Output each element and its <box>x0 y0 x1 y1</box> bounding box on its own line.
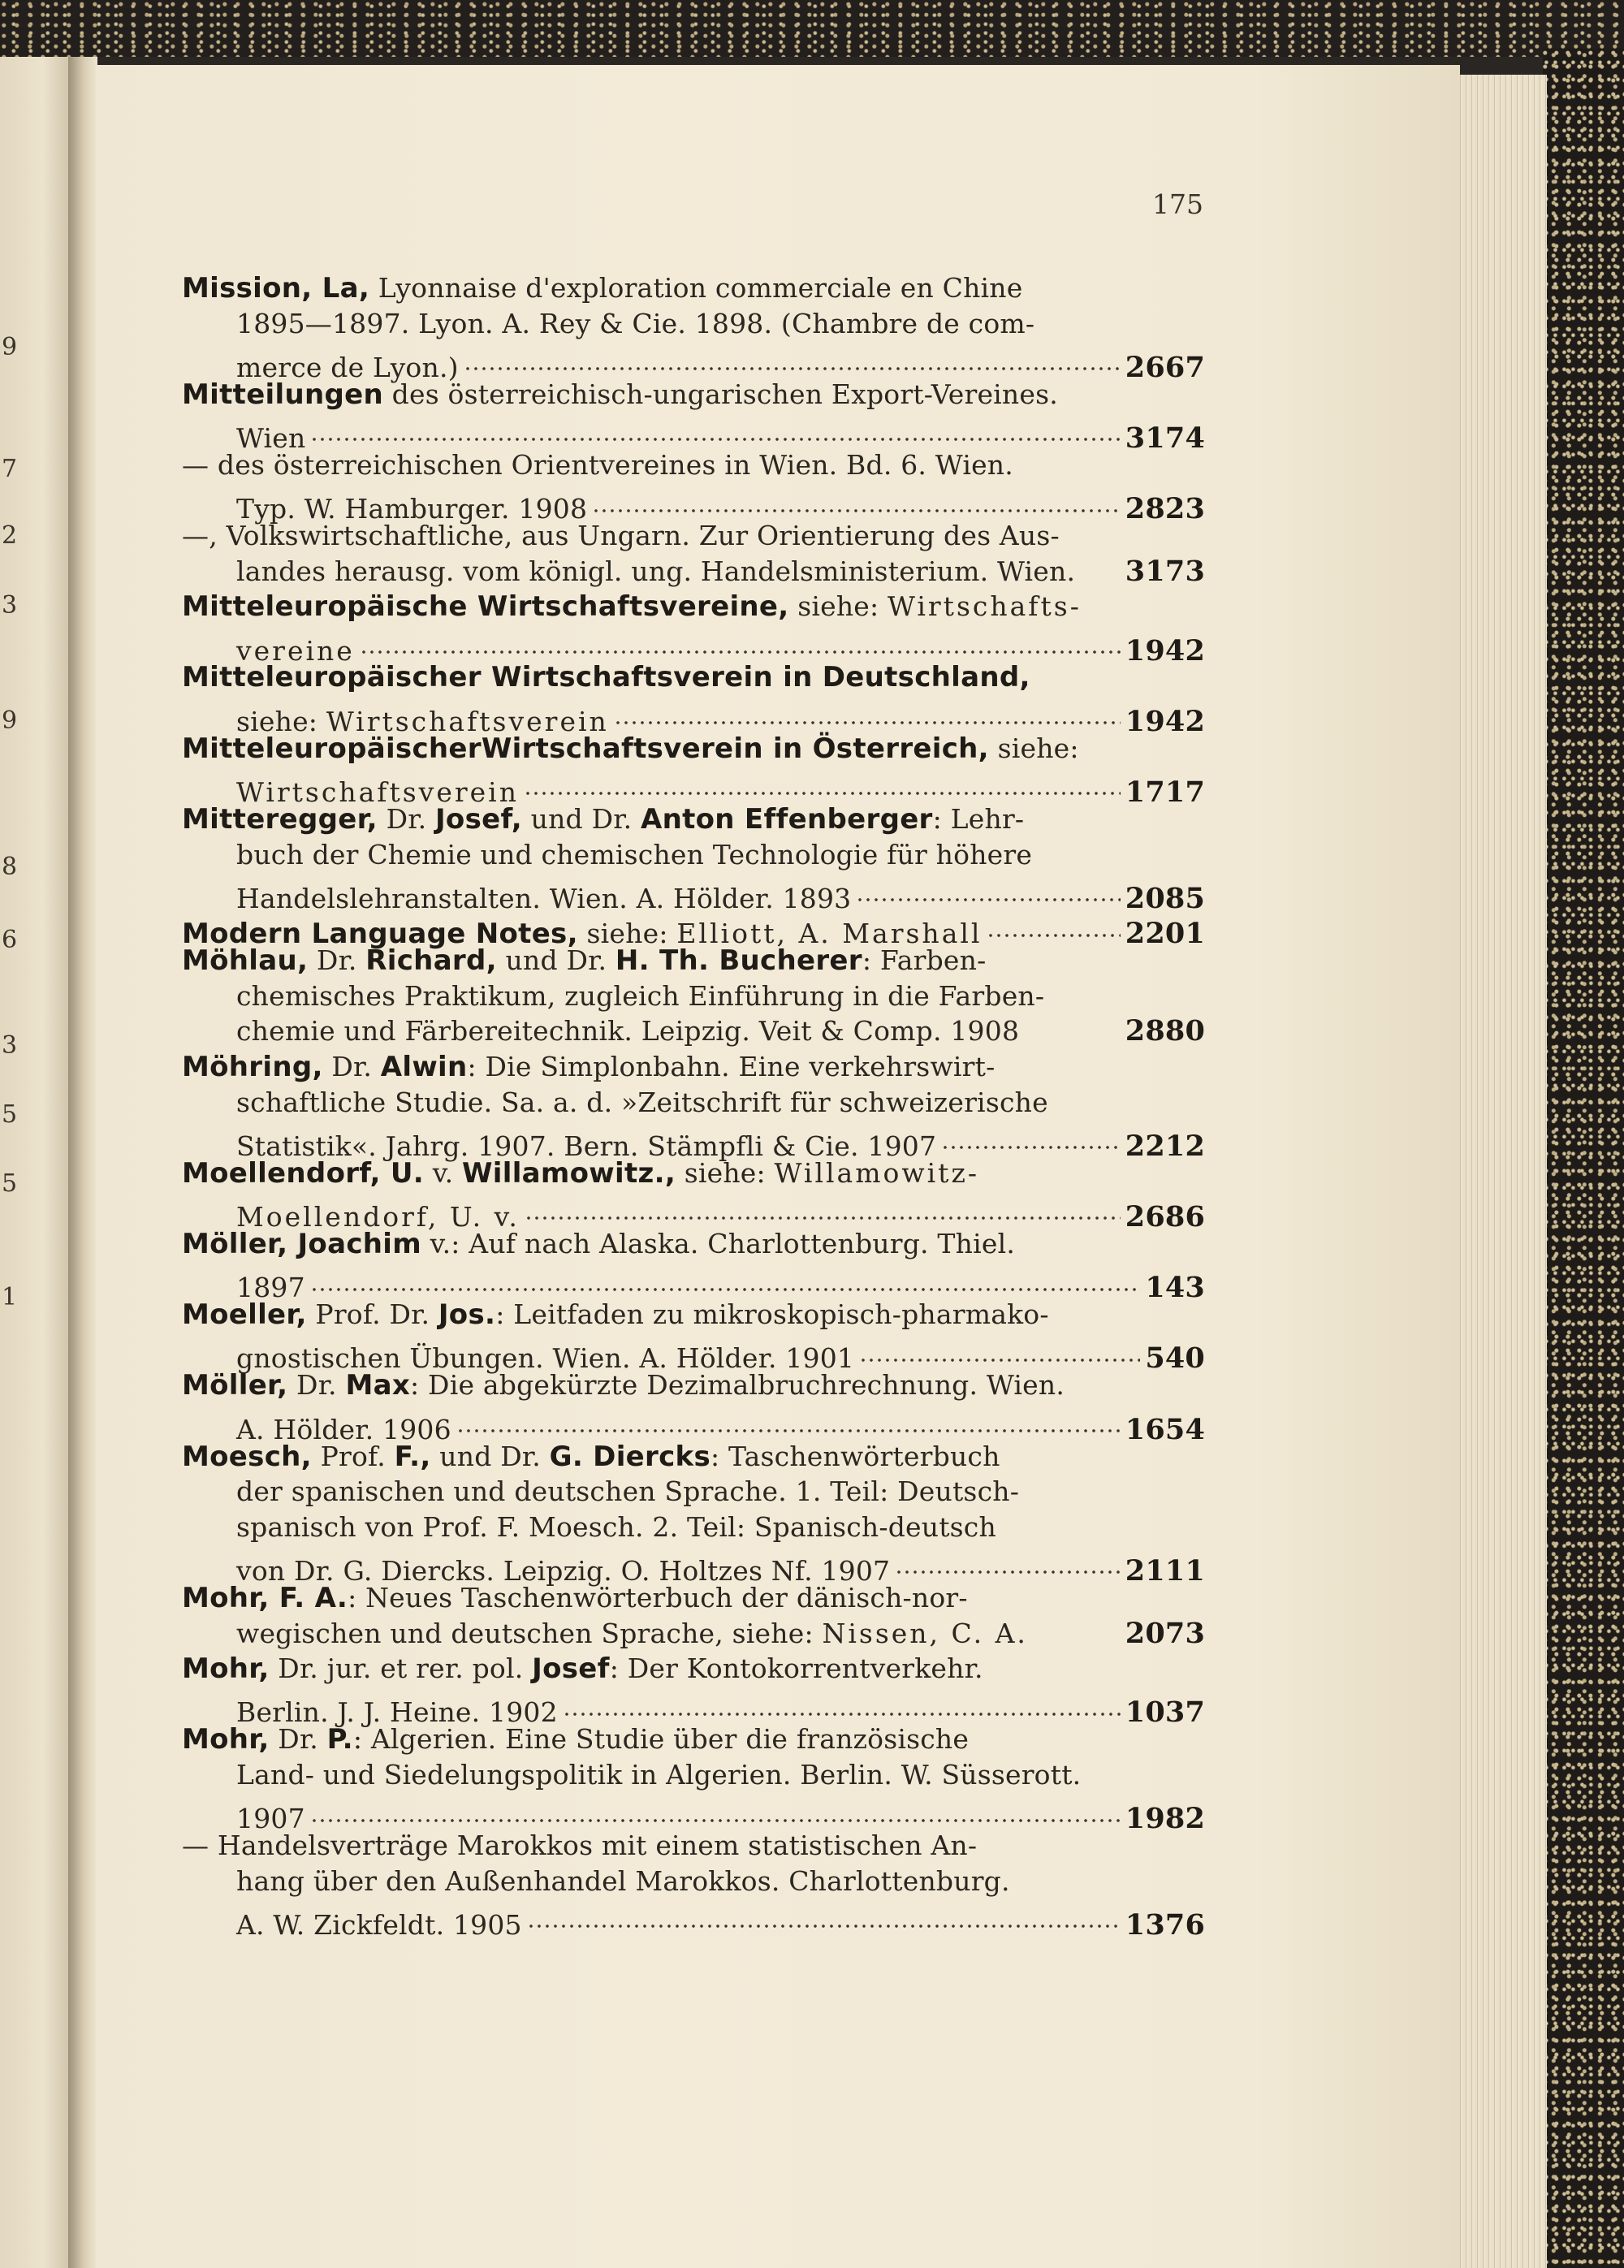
entry-text: siehe: <box>988 732 1079 764</box>
facing-page-digit: 7 <box>2 455 18 483</box>
entry-line <box>182 1367 1205 1403</box>
index-entry <box>182 1156 1205 1234</box>
entry-heading: Mission, La, <box>182 272 370 305</box>
entry-text: Lyonnaise d'exploration commerciale en Chine <box>369 272 1023 304</box>
entry-heading: Alwin <box>380 1051 468 1084</box>
facing-page-digit: 3 <box>2 591 18 620</box>
entry-text: buch der Chemie und chemischen Technologie für höhere <box>236 838 1033 870</box>
entry-text: Dr. jur. et rer. pol. <box>269 1652 533 1685</box>
entry-text: Typ. W. Hamburger. 1908 <box>236 493 588 525</box>
index-entry <box>182 377 1205 455</box>
entry-text: 1907 <box>236 1803 305 1835</box>
entry-line <box>182 1049 1205 1085</box>
entry-heading: MitteleuropäischerWirtschaftsverein in Österreich, <box>182 732 989 765</box>
entry-line <box>182 1333 1205 1376</box>
leader-dots <box>525 1190 1121 1226</box>
entry-line <box>182 731 1205 767</box>
index-entry <box>182 1226 1205 1305</box>
entry-line <box>182 660 1205 696</box>
facing-page-digit: 9 <box>2 706 18 735</box>
entry-text: Nissen, C. A. <box>822 1617 1028 1649</box>
entry-heading: Mitteleuropäische Wirtschaftsvereine, <box>182 590 789 624</box>
entry-text: Willamowitz- <box>774 1156 979 1189</box>
book-gutter <box>68 57 97 2268</box>
index-entry <box>182 731 1205 809</box>
entry-number: 143 <box>1145 1271 1205 1305</box>
entry-text: hang über den Außenhandel Marokkos. Charlottenburg. <box>236 1864 1010 1897</box>
entry-line <box>182 1580 1205 1616</box>
entry-number: 2823 <box>1125 492 1205 526</box>
entry-line <box>182 1262 1205 1305</box>
index-entry <box>182 1439 1205 1588</box>
entry-line <box>182 1757 1205 1793</box>
entry-heading: Modern Language Notes, <box>182 918 578 951</box>
entry-line <box>182 1013 1205 1049</box>
entry-number: 1376 <box>1125 1907 1205 1942</box>
entry-number: 2201 <box>1125 917 1205 951</box>
entry-line <box>182 978 1205 1014</box>
entry-line <box>182 695 1205 738</box>
entry-text: und Dr. <box>496 944 615 977</box>
index-entry <box>182 589 1205 667</box>
index-entry <box>182 1049 1205 1163</box>
entry-line <box>182 1828 1205 1864</box>
entry-text: spanisch von Prof. F. Moesch. 2. Teil: Spanisch-deutsch <box>236 1510 996 1543</box>
entry-heading: Mohr, <box>182 1723 270 1756</box>
entry-text: : Algerien. Eine Studie über die französische <box>352 1723 970 1756</box>
leader-dots <box>456 1403 1121 1439</box>
entry-heading: Möhring, <box>182 1051 323 1084</box>
entry-line <box>182 483 1205 526</box>
entry-number: 1037 <box>1125 1696 1205 1730</box>
leader-dots <box>464 341 1121 377</box>
entry-text: Prof. Dr. <box>306 1298 438 1331</box>
entry-text: Dr. <box>377 802 435 835</box>
index-entry <box>182 660 1205 738</box>
entry-heading: Max <box>345 1369 411 1402</box>
entry-text: : Farben- <box>862 944 987 977</box>
entry-line <box>182 554 1205 590</box>
entry-heading: Mitteilungen <box>182 378 383 411</box>
index-entry <box>182 1651 1205 1730</box>
facing-page-edge <box>0 57 71 2268</box>
entry-text: — Handelsverträge Marokkos mit einem statistischen An- <box>182 1830 978 1862</box>
facing-page-digit: 3 <box>2 1031 18 1060</box>
index-entry <box>182 1828 1205 1942</box>
facing-page-digit: 2 <box>2 521 18 550</box>
entry-line <box>182 412 1205 455</box>
index-entry <box>182 1580 1205 1651</box>
entry-heading: Mohr, <box>182 1652 270 1686</box>
entry-number: 3173 <box>1125 554 1205 588</box>
book-cover-marbled <box>1543 49 1624 2268</box>
entry-text: landes herausg. vom königl. ung. Handelsministerium. Wien. <box>236 555 1076 587</box>
leader-dots <box>987 908 1120 944</box>
entry-line <box>182 518 1205 554</box>
entry-number: 1942 <box>1125 704 1205 738</box>
entry-line <box>182 1687 1205 1730</box>
entry-text: schaftliche Studie. Sa. a. d. »Zeitschrift für schweizerische <box>236 1086 1048 1118</box>
entry-line <box>182 1864 1205 1899</box>
entry-heading: Mohr, F. A. <box>182 1581 348 1614</box>
leader-dots <box>527 1899 1121 1934</box>
entry-line <box>182 270 1205 306</box>
index-entry <box>182 270 1205 384</box>
leader-dots <box>859 1333 1140 1368</box>
entry-line <box>182 447 1205 483</box>
entry-text: v.: Auf nach Alaska. Charlottenburg. Thiel. <box>421 1228 1016 1260</box>
entry-text: siehe: <box>236 705 326 737</box>
entry-heading: G. Diercks <box>549 1440 710 1473</box>
leader-dots <box>592 483 1121 519</box>
entry-text: : Neues Taschenwörterbuch der dänisch-nor- <box>348 1581 968 1614</box>
entry-number: 1654 <box>1125 1412 1205 1446</box>
entry-line <box>182 1474 1205 1510</box>
leader-dots <box>856 872 1120 908</box>
entry-line <box>182 837 1205 873</box>
entry-text: : Taschenwörterbuch <box>710 1440 1000 1472</box>
entry-text: und Dr. <box>521 802 641 835</box>
entry-line <box>182 1722 1205 1757</box>
index-entry <box>182 518 1205 589</box>
index-entry <box>182 1297 1205 1376</box>
entry-line <box>182 1544 1205 1588</box>
entry-text: Dr. <box>322 1051 381 1083</box>
entry-heading: Mitteregger, <box>182 802 378 836</box>
entry-text: : Der Kontokorrentverkehr. <box>609 1652 983 1685</box>
entry-line <box>182 1403 1205 1446</box>
entry-text: Moellendorf, U. v. <box>236 1201 520 1233</box>
entry-text: Wirtschafts- <box>888 590 1082 623</box>
entry-text: Wien <box>236 421 306 454</box>
entry-line <box>182 943 1205 978</box>
entry-text: : Leitfaden zu mikroskopisch-pharmako- <box>495 1298 1049 1331</box>
entry-line <box>182 1297 1205 1333</box>
entry-line <box>182 1439 1205 1475</box>
entry-text: siehe: <box>676 1156 775 1189</box>
index-entry <box>182 1367 1205 1446</box>
entry-text: chemisches Praktikum, zugleich Einführung in die Farben- <box>236 979 1045 1012</box>
index-entry <box>182 447 1205 526</box>
index-entry <box>182 1722 1205 1836</box>
entry-line <box>182 1190 1205 1234</box>
entry-text: der spanischen und deutschen Sprache. 1. Teil: Deutsch- <box>236 1475 1020 1508</box>
entry-number: 540 <box>1145 1341 1205 1376</box>
leader-dots <box>941 1120 1121 1156</box>
entry-number: 2085 <box>1125 881 1205 915</box>
entry-number: 2073 <box>1125 1616 1205 1650</box>
entry-heading: Josef <box>532 1652 610 1686</box>
index-entry <box>182 801 1205 915</box>
entry-heading: Mitteleuropäischer Wirtschaftsverein in Deutschland, <box>182 660 1030 693</box>
leader-dots <box>310 412 1120 447</box>
entry-text: Prof. <box>311 1440 395 1472</box>
entry-heading: Willamowitz., <box>462 1156 676 1190</box>
leader-dots <box>524 766 1121 801</box>
entry-line <box>182 306 1205 342</box>
entry-text: merce de Lyon.) <box>236 351 459 383</box>
leader-dots <box>895 1544 1121 1580</box>
entry-heading: Jos. <box>438 1298 496 1332</box>
entry-heading: Moellendorf, U. <box>182 1156 424 1190</box>
entry-text: siehe: <box>788 590 888 623</box>
entry-text: siehe: <box>577 918 677 950</box>
facing-page-digit: 8 <box>2 853 18 881</box>
entry-number: 2880 <box>1125 1014 1205 1048</box>
entry-heading: P. <box>326 1723 353 1756</box>
entry-number: 2686 <box>1125 1200 1205 1234</box>
entry-text: wegischen und deutschen Sprache, siehe: <box>236 1617 823 1649</box>
entry-number: 2212 <box>1125 1129 1205 1163</box>
facing-page-digit: 6 <box>2 926 18 954</box>
entry-heading: Richard, <box>365 944 497 978</box>
entry-text: Elliott, A. Marshall <box>676 918 983 950</box>
entry-line <box>182 1085 1205 1121</box>
leader-dots <box>563 1687 1121 1722</box>
entry-text: Wirtschaftsverein <box>326 705 609 737</box>
entry-text: v. <box>424 1156 462 1189</box>
entry-line <box>182 1616 1205 1652</box>
page-number: 175 <box>1152 188 1203 220</box>
entry-text: : Die abgekürzte Dezimalbruchrechnung. Wien. <box>410 1369 1065 1402</box>
entry-number: 1982 <box>1125 1802 1205 1836</box>
entry-line <box>182 377 1205 413</box>
entry-text: Berlin. J. J. Heine. 1902 <box>236 1696 558 1729</box>
entry-line <box>182 1120 1205 1163</box>
entry-text: A. Hölder. 1906 <box>236 1413 451 1445</box>
entry-text: Dr. <box>287 1369 346 1402</box>
entry-number: 2111 <box>1125 1553 1205 1588</box>
entry-heading: Möller, Joachim <box>182 1228 421 1261</box>
entry-heading: Moesch, <box>182 1440 312 1473</box>
entry-number: 1717 <box>1125 775 1205 809</box>
entry-number: 3174 <box>1125 421 1205 455</box>
entry-line <box>182 1510 1205 1545</box>
entry-text: 1897 <box>236 1272 305 1304</box>
entry-text: —, Volkswirtschaftliche, aus Ungarn. Zur Orientierung des Aus- <box>182 520 1060 552</box>
entry-text: von Dr. G. Diercks. Leipzig. O. Holtzes Nf. 1907 <box>236 1554 891 1587</box>
facing-page-digit: 1 <box>2 1283 18 1311</box>
index-entries <box>182 270 1205 1942</box>
index-entry <box>182 943 1205 1049</box>
entry-line <box>182 1651 1205 1687</box>
leader-dots <box>360 624 1121 660</box>
entry-heading: Moeller, <box>182 1298 307 1332</box>
entry-number: 2667 <box>1125 350 1205 384</box>
entry-line <box>182 341 1205 384</box>
facing-page-digit: 5 <box>2 1100 18 1129</box>
entry-heading: H. Th. Bucherer <box>615 944 862 978</box>
entry-heading: Möller, <box>182 1369 288 1402</box>
entry-heading: F., <box>394 1440 431 1473</box>
entry-text: Handelslehranstalten. Wien. A. Hölder. 1893 <box>236 882 852 914</box>
facing-page-digit: 9 <box>2 333 18 361</box>
entry-text: Dr. <box>308 944 366 977</box>
entry-text: Statistik«. Jahrg. 1907. Bern. Stämpfli & Cie. 1907 <box>236 1130 937 1162</box>
leader-dots <box>310 1793 1121 1829</box>
entry-line <box>182 1899 1205 1942</box>
entry-text: chemie und Färbereitechnik. Leipzig. Veit & Comp. 1908 <box>236 1015 1020 1048</box>
entry-text: des österreichisch-ungarischen Export-Vereines. <box>382 378 1058 410</box>
entry-line <box>182 801 1205 837</box>
entry-text: vereine <box>236 634 355 667</box>
entry-line <box>182 624 1205 667</box>
entry-text: 1895—1897. Lyon. A. Rey & Cie. 1898. (Chambre de com- <box>236 307 1035 339</box>
entry-text: — des österreichischen Orientvereines in Wien. Bd. 6. Wien. <box>182 448 1013 481</box>
entry-line <box>182 766 1205 809</box>
entry-text: Land- und Siedelungspolitik in Algerien. Berlin. W. Süsserott. <box>236 1758 1082 1791</box>
entry-heading: Möhlau, <box>182 944 309 978</box>
entry-text: und Dr. <box>430 1440 550 1472</box>
entry-line <box>182 1156 1205 1191</box>
entry-line <box>182 1793 1205 1836</box>
entry-text: : Lehr- <box>932 802 1025 835</box>
entry-line <box>182 872 1205 915</box>
entry-heading: Anton Effenberger <box>640 802 933 836</box>
entry-text: Dr. <box>269 1723 327 1756</box>
entry-text: A. W. Zickfeldt. 1905 <box>236 1908 522 1941</box>
facing-page-digit: 5 <box>2 1169 18 1198</box>
entry-text: gnostischen Übungen. Wien. A. Hölder. 1901 <box>236 1342 855 1375</box>
book-cover-top <box>0 0 1624 57</box>
entry-text: : Die Simplonbahn. Eine verkehrswirt- <box>467 1051 996 1083</box>
entry-number: 1942 <box>1125 633 1205 667</box>
entry-text: Wirtschaftsverein <box>236 775 519 808</box>
leader-dots <box>310 1262 1141 1298</box>
entry-line <box>182 589 1205 624</box>
leader-dots <box>614 695 1121 731</box>
entry-heading: Josef, <box>434 802 522 836</box>
entry-line <box>182 1226 1205 1262</box>
